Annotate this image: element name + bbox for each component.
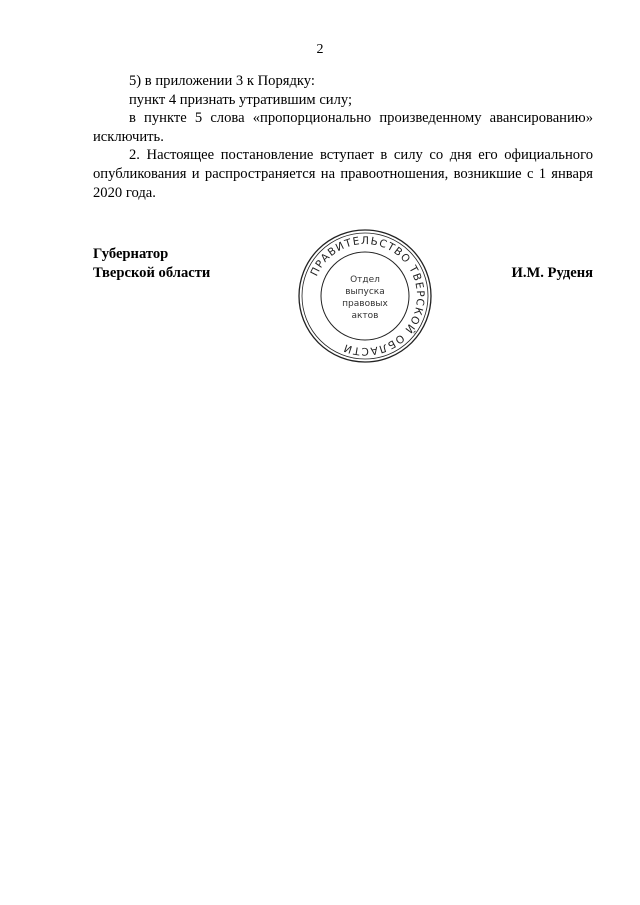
official-seal-stamp: [295, 226, 435, 366]
page-number: 2: [316, 42, 324, 57]
paragraph-point-4: пункт 4 признать утратившим силу;: [129, 91, 353, 108]
seal-center-line2: выпуска: [345, 287, 385, 297]
signatory-title-line2: Тверской области: [93, 265, 211, 281]
paragraph-point-5: в пункте 5 слова «пропорционально произведенному авансированию» исключить.: [93, 110, 593, 145]
signatory-title-line1: Губернатор: [93, 246, 169, 262]
document-body: [93, 72, 593, 202]
seal-center-line4: актов: [351, 311, 379, 321]
paragraph-effective-date: 2. Настоящее постановление вступает в силу со дня его официального опубликования и распространяется на правоотношения, возникшие с 1 января 2020 года.: [93, 147, 593, 201]
seal-ring-text: ПРАВИТЕЛЬСТВО ТВЕРСКОЙ ОБЛАСТИ: [308, 234, 427, 358]
seal-center-line3: правовых: [342, 299, 388, 309]
paragraph-appendix-3: 5) в приложении 3 к Порядку:: [129, 73, 315, 89]
signatory-title: [93, 245, 210, 283]
seal-center-line1: Отдел: [350, 275, 380, 285]
signatory-name: И.М. Руденя: [511, 265, 593, 281]
seal-center-text: [342, 275, 388, 321]
